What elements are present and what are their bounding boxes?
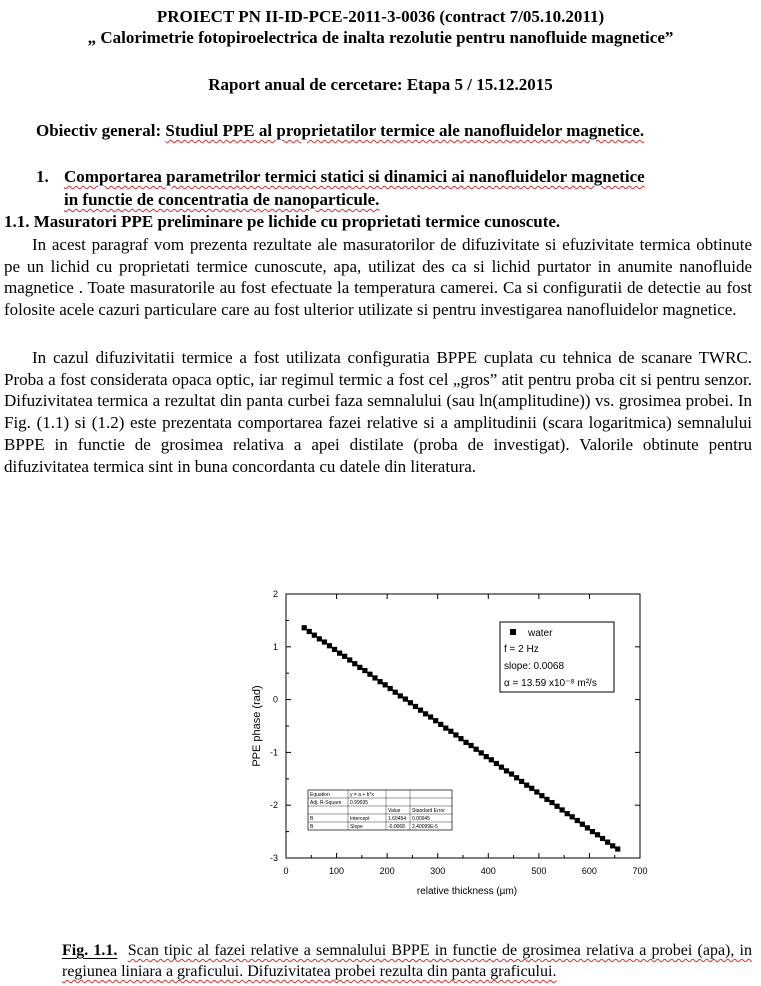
data-point <box>504 768 509 773</box>
fit-table-cell: 1.60454 <box>388 816 407 822</box>
data-point <box>560 807 565 812</box>
fit-table-cell: 0.99935 <box>350 800 369 806</box>
legend-line: α = 13.59 x10⁻⁸ m²/s <box>504 678 597 689</box>
data-point <box>428 714 433 719</box>
data-point <box>453 732 458 737</box>
paragraph-2 <box>4 347 752 477</box>
data-point <box>539 793 544 798</box>
fit-table-cell: 2.40099E-5 <box>412 824 438 830</box>
data-point <box>438 722 443 727</box>
legend-marker <box>510 629 516 635</box>
caption-label: Fig. 1.1. <box>62 942 118 959</box>
data-point <box>312 633 317 638</box>
fit-table-cell: Intercept <box>350 816 370 822</box>
x-tick-label: 300 <box>430 866 446 876</box>
data-point <box>514 775 519 780</box>
project-title: PROIECT PN II-ID-PCE-2011-3-0036 (contract 7/05.10.2011) <box>156 7 605 26</box>
data-point <box>383 682 388 687</box>
fit-table-cell: B <box>310 816 314 822</box>
section-1-title-line2: in functie de concentratia de nanoparticule. <box>64 190 380 209</box>
fit-table-cell: Adj. R-Square <box>310 800 342 806</box>
x-tick-label: 200 <box>379 866 395 876</box>
objective-label: Obiectiv general: <box>36 121 162 140</box>
y-tick-label: -1 <box>269 747 278 758</box>
data-point <box>367 672 372 677</box>
data-point <box>479 750 484 755</box>
figure-caption <box>62 940 752 982</box>
legend-line: slope: 0.0068 <box>504 661 565 672</box>
data-point <box>565 811 570 816</box>
section-1-1-title: 1.1. Masuratori PPE preliminare pe lichide cu proprietati termice cunoscute. <box>4 212 561 231</box>
data-point <box>549 800 554 805</box>
data-point <box>377 679 382 684</box>
data-point <box>337 651 342 656</box>
section-1-title-line1: Comportarea parametrilor termici statici si dinamici ai nanofluidelor magnetice <box>64 167 645 186</box>
objective-text: Studiul PPE al proprietatilor termice ale nanofluidelor magnetice. <box>165 121 645 140</box>
data-point <box>585 825 590 830</box>
data-point <box>352 661 357 666</box>
data-point <box>433 718 438 723</box>
paragraph-1-text: In acest paragraf vom prezenta rezultate ale masuratorilor de difuzivitate si efuzivitate termica obtinute pe un lichid cu proprietati termice cunoscute, apa, utilizat des ca si lichid purtator in anumite nanofluide magnetice . Toate masuratorile au fost efectuate la temperatura camerei. Ca si configuratii de detectie au fost folosite acele cazuri particulare care au fost ulterior utilizate si pentru investigarea nanofluidelor magnetice. <box>4 235 752 320</box>
data-point <box>519 779 524 784</box>
caption-text: Scan tipic al fazei relative a semnalului BPPE in functie de grosimea relativa a probei (apa), in regiunea liniara a graficului. Difuzivitatea probei rezulta din panta graficului. <box>62 942 752 980</box>
data-point <box>590 829 595 834</box>
data-point <box>388 686 393 691</box>
data-point <box>463 740 468 745</box>
data-point <box>544 797 549 802</box>
data-point <box>494 761 499 766</box>
y-tick-label: -2 <box>269 800 278 811</box>
x-tick-label: 400 <box>480 866 496 876</box>
x-tick-label: 700 <box>632 866 648 876</box>
data-point <box>468 743 473 748</box>
data-point <box>499 765 504 770</box>
data-point <box>524 783 529 788</box>
data-point <box>554 804 559 809</box>
data-point <box>610 843 615 848</box>
data-point <box>302 625 307 630</box>
data-point <box>398 693 403 698</box>
data-point <box>489 757 494 762</box>
data-point <box>484 754 489 759</box>
fit-table-cell: 0.00945 <box>412 816 431 822</box>
data-point <box>570 814 575 819</box>
project-subtitle: „ Calorimetrie fotopiroelectrica de inalta rezolutie pentru nanofluide magnetice” <box>87 28 674 47</box>
data-point <box>423 711 428 716</box>
x-axis-label: relative thickness (µm) <box>416 886 518 897</box>
data-point <box>332 647 337 652</box>
fit-table-cell: B <box>310 824 314 830</box>
x-tick-label: 100 <box>329 866 345 876</box>
fit-table-cell: y = a + b*x <box>350 792 374 798</box>
data-point <box>357 665 362 670</box>
phase-chart <box>240 580 660 910</box>
legend-line: f = 2 Hz <box>504 644 539 655</box>
data-point <box>307 629 312 634</box>
data-point <box>403 696 408 701</box>
data-point <box>317 636 322 641</box>
data-point <box>615 846 620 851</box>
fit-table-cell: Slope <box>350 824 363 830</box>
section-1-number: 1. <box>36 167 49 186</box>
data-point <box>448 729 453 734</box>
data-point <box>342 654 347 659</box>
y-tick-label: 2 <box>272 589 278 599</box>
data-point <box>408 700 413 705</box>
data-point <box>443 726 448 731</box>
data-point <box>474 747 479 752</box>
data-point <box>600 836 605 841</box>
y-tick-label: 1 <box>272 641 278 652</box>
data-point <box>413 704 418 709</box>
data-point <box>534 789 539 794</box>
legend-entry: water <box>528 628 553 639</box>
fit-table-cell: Standard Error <box>412 808 445 814</box>
y-axis-label: PPE phase (rad) <box>251 685 263 767</box>
data-point <box>509 771 514 776</box>
data-point <box>347 657 352 662</box>
data-point <box>327 643 332 648</box>
data-point <box>595 832 600 837</box>
data-point <box>458 736 463 741</box>
fit-table <box>308 790 452 830</box>
y-tick-label: -3 <box>269 853 278 863</box>
data-point <box>322 639 327 644</box>
fit-table-cell: -0.0068 <box>388 824 405 830</box>
data-point <box>575 818 580 823</box>
data-point <box>418 708 423 713</box>
data-point <box>393 690 398 695</box>
objective <box>36 120 644 141</box>
data-point <box>372 675 377 680</box>
data-point <box>605 840 610 845</box>
paragraph-2-text: In cazul difuzivitatii termice a fost utilizata configuratia BPPE cuplata cu tehnica de scanare TWRC. Proba a fost considerata opaca optic, iar regimul termic a fost cel „gros” atit pentru proba cit si pentru senzor. Difuzivitatea termica a rezultat din panta curbei faza semnalului (sau ln(amplitudine)) vs. grosimea probei. In Fig. (1.1) si (1.2) este prezentata comportarea fazei relative si a amplitudinii (scara logaritmica) semnalului BPPE in functie de grosimea relativa a apei distilate (proba de investigat). Valorile obtinute pentru difuzivitatea termica sint in buna concordanta cu datele din literatura. <box>4 348 752 476</box>
data-point <box>529 786 534 791</box>
x-tick-label: 500 <box>531 866 547 876</box>
data-point <box>362 668 367 673</box>
fit-table-cell: Equation <box>310 792 330 798</box>
x-tick-label: 0 <box>283 866 289 876</box>
paragraph-1 <box>4 234 752 321</box>
fit-table-cell: Value <box>388 808 401 814</box>
chart-legend <box>500 622 614 692</box>
report-title: Raport anual de cercetare: Etapa 5 / 15.12.2015 <box>208 75 553 94</box>
data-point <box>580 822 585 827</box>
x-tick-label: 600 <box>581 866 597 876</box>
y-tick-label: 0 <box>272 694 278 705</box>
